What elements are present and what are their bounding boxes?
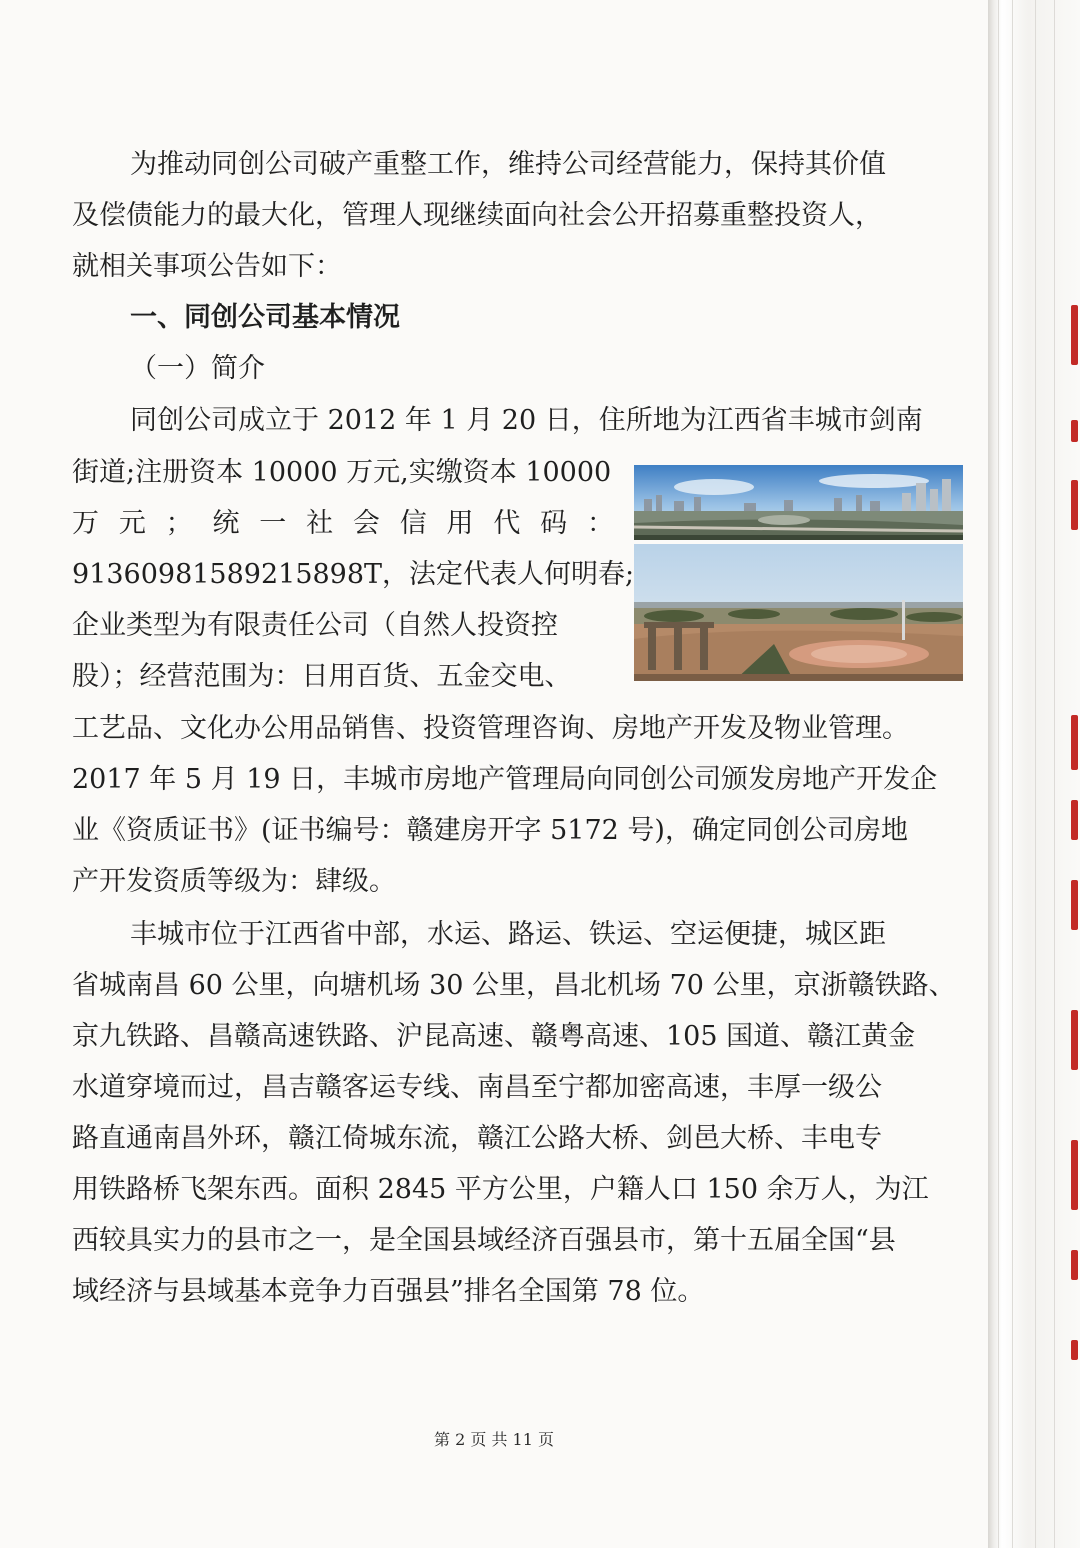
intro-line: 就相关事项公告如下：: [72, 251, 342, 282]
char: 会: [352, 508, 380, 539]
profile-line: 业《资质证书》(证书编号：赣建房开字 5172 号)，确定同创公司房地: [72, 815, 908, 846]
city-line: 域经济与县域基本竞争力百强县”排名全国第 78 位。: [72, 1276, 705, 1307]
credit-code-label-line: [72, 504, 614, 544]
char: 信: [399, 508, 427, 539]
seal-fragment-mark: [1071, 480, 1078, 530]
seal-fragment-mark: [1071, 305, 1078, 365]
city-line: 西较具实力的县市之一，是全国县域经济百强县市，第十五届全国“县: [72, 1225, 896, 1256]
seal-fragment-mark: [1071, 715, 1078, 770]
char: ：: [586, 508, 614, 539]
profile-line: 企业类型为有限责任公司（自然人投资控: [72, 610, 558, 641]
city-line: 京九铁路、昌赣高速铁路、沪昆高速、赣粤高速、105 国道、赣江黄金: [72, 1021, 916, 1052]
page-number-footer: 第 2 页 共 11 页: [434, 1430, 554, 1449]
char: 码: [540, 508, 568, 539]
profile-line: 工艺品、文化办公用品销售、投资管理咨询、房地产开发及物业管理。: [72, 713, 909, 744]
city-line: 省城南昌 60 公里，向塘机场 30 公里，昌北机场 70 公里，京浙赣铁路、: [72, 970, 956, 1001]
paper-stack-edge: [988, 0, 1080, 1548]
intro-line: 及偿债能力的最大化，管理人现继续面向社会公开招募重整投资人，: [72, 200, 882, 231]
section-heading: 一、同创公司基本情况: [130, 302, 400, 333]
profile-line: 2017 年 5 月 19 日，丰城市房地产管理局向同创公司颁发房地产开发企: [72, 764, 938, 795]
char: 统: [212, 508, 240, 539]
city-plaza-photo: [634, 544, 963, 681]
city-line: 路直通南昌外环，赣江倚城东流，赣江公路大桥、剑邑大桥、丰电专: [72, 1123, 882, 1154]
seal-fragment-mark: [1071, 1010, 1078, 1070]
seal-fragment-mark: [1071, 1340, 1078, 1360]
char: 社: [306, 508, 334, 539]
city-line: 用铁路桥飞架东西。面积 2845 平方公里，户籍人口 150 余万人，为江: [72, 1174, 929, 1205]
city-line: 丰城市位于江西省中部，水运、路运、铁运、空运便捷，城区距: [130, 919, 886, 950]
profile-line: 91360981589215898T，法定代表人何明春;: [72, 559, 635, 590]
char: 代: [493, 508, 521, 539]
intro-line: 为推动同创公司破产重整工作，维持公司经营能力，保持其价值: [130, 149, 886, 180]
profile-line: 同创公司成立于 2012 年 1 月 20 日，住所地为江西省丰城市剑南: [130, 405, 923, 436]
char: 万: [72, 508, 99, 539]
char: 元: [118, 508, 146, 539]
seal-fragment-mark: [1071, 1140, 1078, 1210]
profile-line: 股）；经营范围为：日用百货、五金交电、: [72, 661, 572, 692]
profile-line: 街道;注册资本 10000 万元,实缴资本 10000: [72, 457, 612, 488]
char: ；: [165, 508, 193, 539]
subsection-heading: （一）简介: [130, 353, 265, 384]
profile-line: 产开发资质等级为：肆级。: [72, 866, 396, 897]
char: 一: [259, 508, 287, 539]
city-line: 水道穿境而过，昌吉赣客运专线、南昌至宁都加密高速，丰厚一级公: [72, 1072, 882, 1103]
char: 用: [446, 508, 474, 539]
seal-fragment-mark: [1071, 800, 1078, 840]
seal-fragment-mark: [1071, 880, 1078, 930]
seal-fragment-mark: [1071, 1250, 1078, 1280]
seal-fragment-mark: [1071, 420, 1078, 442]
city-skyline-photo: [634, 465, 963, 540]
